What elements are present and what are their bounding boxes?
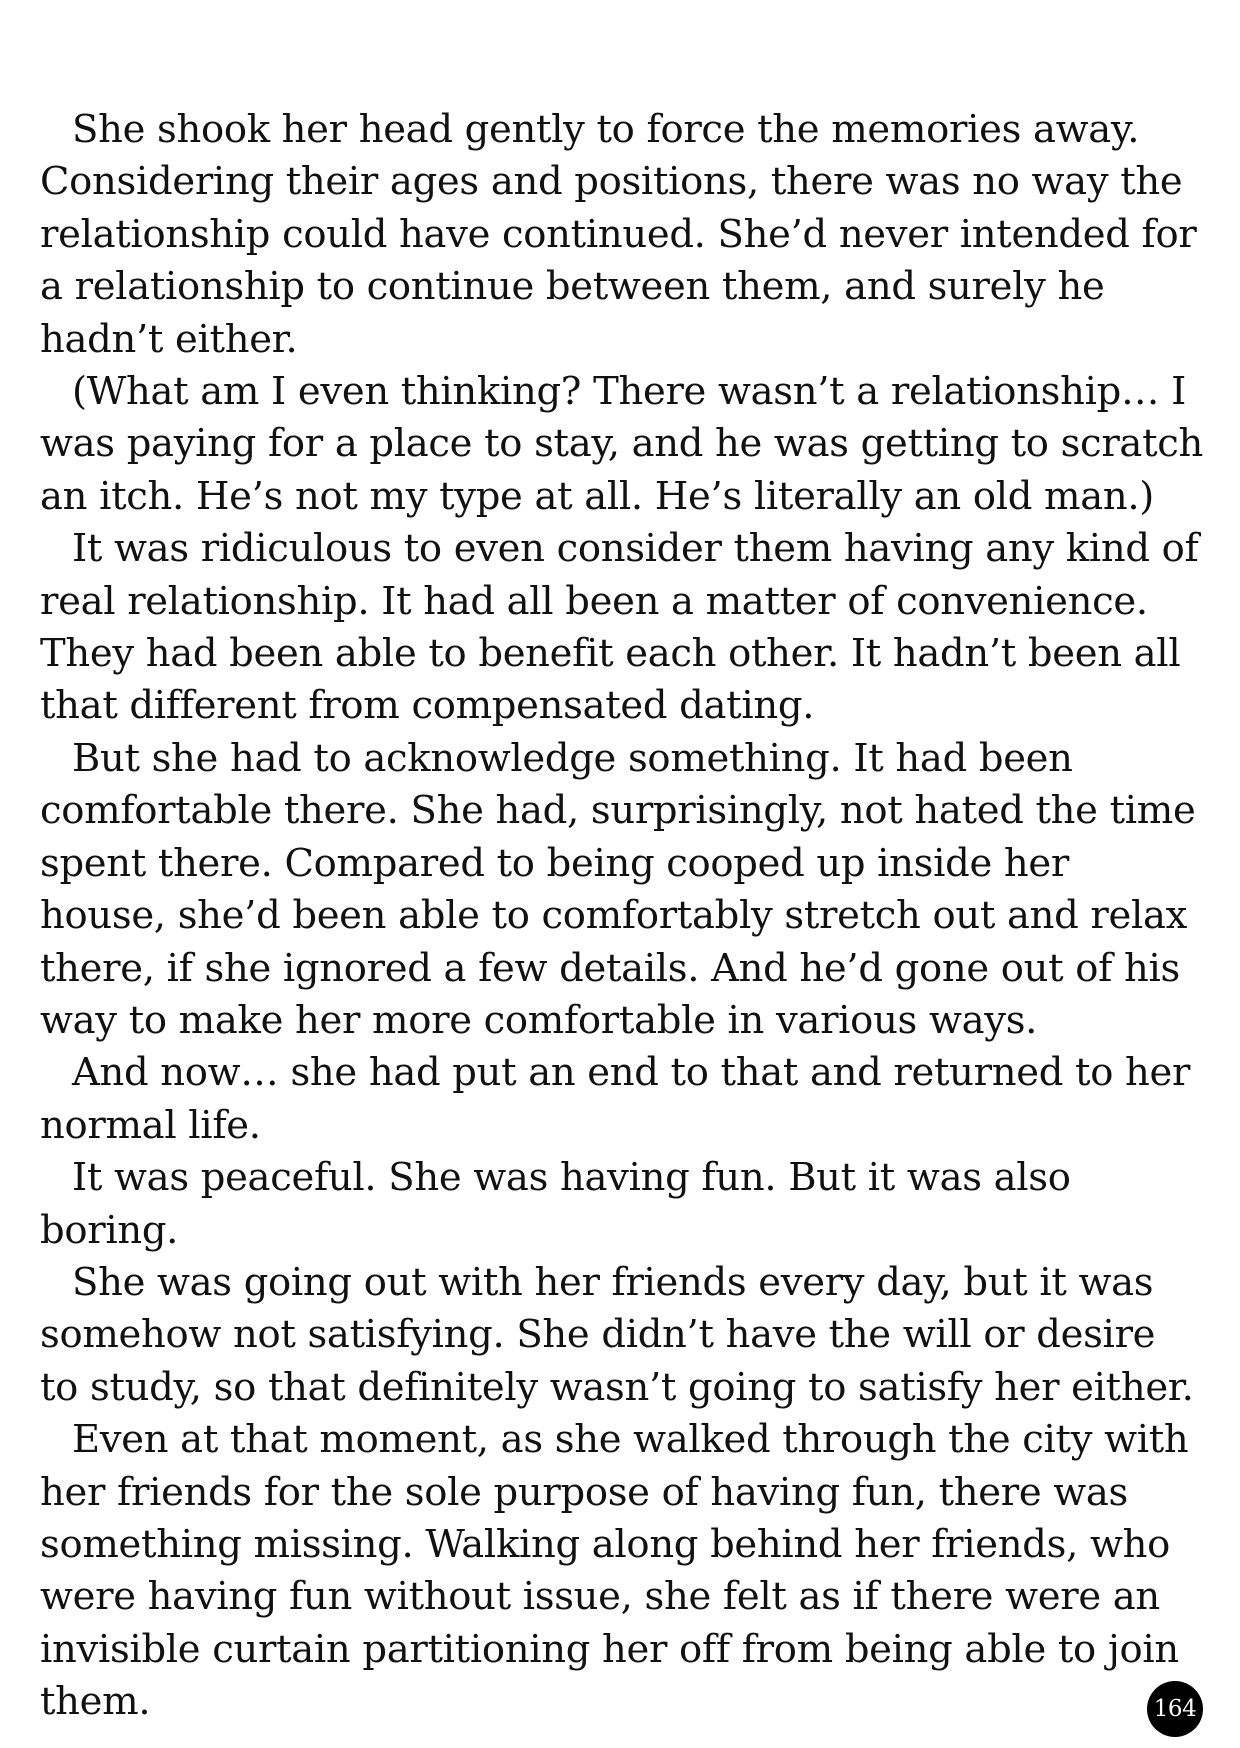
- paragraph-7: She was going out with her friends every day, but it was somehow not satisfying. She didn’t have the will or desire to study, so that definitely wasn’t going to satisfy her either.: [40, 1259, 1194, 1410]
- paragraph-3: It was ridiculous to even consider them having any kind of real relationship. It had all been a matter of convenience. They had been able to benefit each other. It hadn’t been all that different from compensated dating.: [40, 526, 1199, 729]
- paragraph-2: (What am I even thinking? There wasn’t a relationship… I was paying for a place to stay, and he was getting to scratch an itch. He’s not my type at all. He’s literally an old man.): [40, 369, 1204, 519]
- paragraph-8: Even at that moment, as she walked through the city with her friends for the sole purpose of having fun, there was something missing. Walking along behind her friends, who were having fun without issue, she felt as if there were an invisible curtain partitioning her off from being able to join them.: [40, 1417, 1189, 1725]
- page-body: [40, 104, 1205, 1729]
- paragraph-1: She shook her head gently to force the memories away. Considering their ages and positions, there was no way the relationship could have continued. She’d never intended for a relationship to continue between them, and surely he hadn’t either.: [40, 107, 1197, 362]
- paragraph-6: It was peaceful. She was having fun. But it was also boring.: [40, 1155, 1071, 1253]
- paragraph-4: But she had to acknowledge something. It had been comfortable there. She had, surprisingly, not hated the time spent there. Compared to being cooped up inside her house, she’d been able to comfortably stretch out and relax there, if she ignored a few details. And he’d gone out of his way to make her more comfortable in various ways.: [40, 735, 1196, 1043]
- page-number-badge: 164: [1147, 1681, 1203, 1737]
- paragraph-5: And now… she had put an end to that and returned to her normal life.: [40, 1050, 1191, 1148]
